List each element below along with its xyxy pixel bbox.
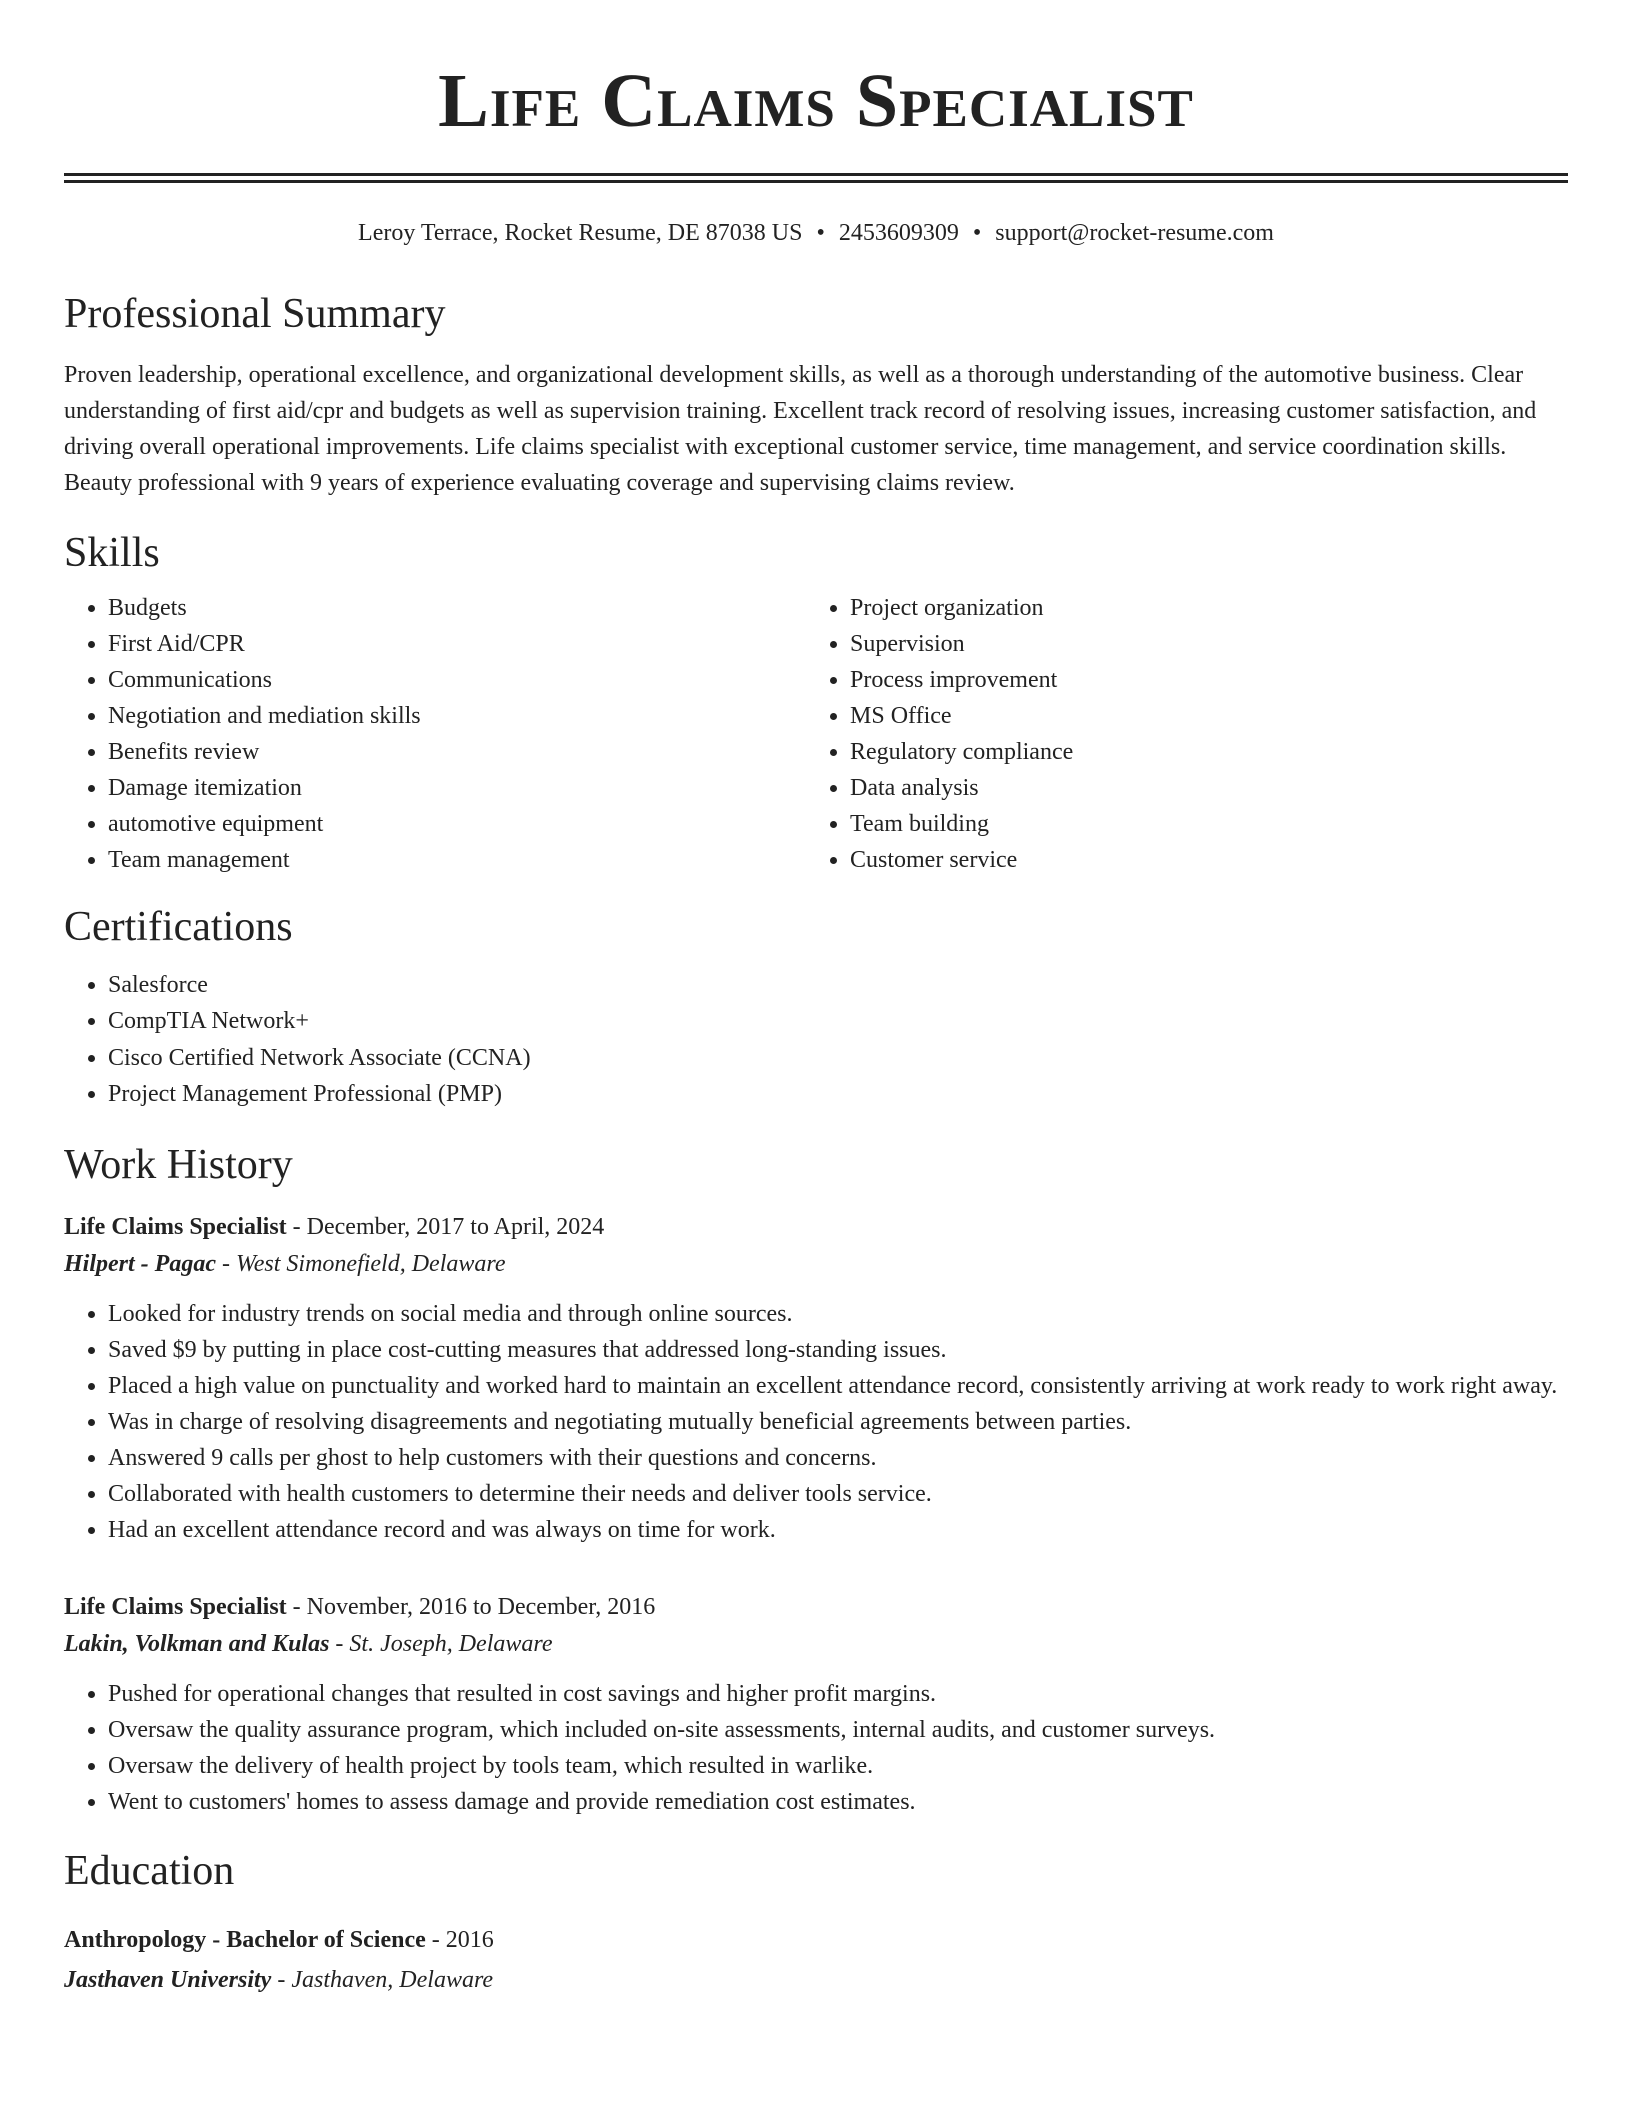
skill-item: • Negotiation and mediation skills bbox=[108, 698, 806, 734]
certification-item: • Salesforce bbox=[108, 967, 1568, 1004]
section-heading-summary: Professional Summary bbox=[64, 291, 446, 337]
contact-line bbox=[64, 219, 1568, 247]
certification-item: • Cisco Certified Network Associate (CCNA) bbox=[108, 1040, 1568, 1077]
skills-list-right bbox=[806, 590, 1548, 878]
job-bullet: • Oversaw the quality assurance program, which included on-site assessments, internal audits, and customer surveys. bbox=[108, 1712, 1568, 1748]
job-dates: - December, 2017 to April, 2024 bbox=[286, 1213, 605, 1240]
skill-item: • Team management bbox=[108, 842, 806, 878]
job-company: Hilpert - Pagac bbox=[64, 1250, 216, 1277]
certifications-list bbox=[64, 967, 1568, 1113]
education-location: - Jasthaven, Delaware bbox=[271, 1966, 494, 1993]
skills-column-left bbox=[64, 590, 806, 878]
job-company-line bbox=[64, 1246, 1568, 1282]
job-bullet: • Saved $9 by putting in place cost-cutting measures that addressed long-standing issues. bbox=[108, 1332, 1568, 1368]
job-location: - West Simonefield, Delaware bbox=[215, 1250, 506, 1277]
skill-item: • Team building bbox=[850, 806, 1548, 842]
skill-item: • Data analysis bbox=[850, 770, 1548, 806]
job-bullet: • Had an excellent attendance record and was always on time for work. bbox=[108, 1512, 1568, 1548]
job-bullet: • Answered 9 calls per ghost to help customers with their questions and concerns. bbox=[108, 1440, 1568, 1476]
section-heading-skills: Skills bbox=[64, 530, 160, 577]
certification-item: • CompTIA Network+ bbox=[108, 1003, 1568, 1040]
job-bullet: • Was in charge of resolving disagreements and negotiating mutually beneficial agreements between parties. bbox=[108, 1404, 1568, 1440]
skill-item: • MS Office bbox=[850, 698, 1548, 734]
education-degree-line bbox=[64, 1920, 1568, 1960]
job-location: - St. Joseph, Delaware bbox=[329, 1630, 553, 1657]
job-company: Lakin, Volkman and Kulas bbox=[64, 1630, 330, 1657]
skills-column-right bbox=[806, 590, 1548, 878]
job-bullet: • Went to customers' homes to assess damage and provide remediation cost estimates. bbox=[108, 1784, 1568, 1820]
education-degree: Anthropology - Bachelor of Science bbox=[64, 1926, 426, 1953]
skill-item: • Supervision bbox=[850, 626, 1548, 662]
job-company-line bbox=[64, 1626, 1568, 1662]
contact-address: Leroy Terrace, Rocket Resume, DE 87038 US bbox=[358, 220, 803, 246]
skills-list-left bbox=[64, 590, 806, 878]
contact-separator: • bbox=[816, 220, 825, 246]
skill-item: • Damage itemization bbox=[108, 770, 806, 806]
job-bullet: • Placed a high value on punctuality and worked hard to maintain an excellent attendance record, consistently arriving at work ready to work right away. bbox=[108, 1368, 1568, 1404]
section-heading-work-history: Work History bbox=[64, 1141, 293, 1188]
job-bullet: • Looked for industry trends on social media and through online sources. bbox=[108, 1296, 1568, 1332]
job-dates: - November, 2016 to December, 2016 bbox=[286, 1593, 656, 1620]
skill-item: • automotive equipment bbox=[108, 806, 806, 842]
skill-item: • Project organization bbox=[850, 590, 1548, 626]
contact-phone: 2453609309 bbox=[838, 220, 959, 246]
job-bullets bbox=[64, 1676, 1568, 1820]
job-title: Life Claims Specialist bbox=[64, 1593, 287, 1620]
contact-separator: • bbox=[972, 220, 982, 246]
skill-item: • Regulatory compliance bbox=[850, 734, 1548, 770]
title-double-rule bbox=[64, 173, 1568, 183]
education-year: - 2016 bbox=[425, 1926, 494, 1953]
skill-item: • Customer service bbox=[850, 842, 1548, 878]
job-title-line bbox=[64, 1588, 1568, 1626]
section-heading-certifications: Certifications bbox=[64, 904, 293, 951]
skill-item: • Process improvement bbox=[850, 662, 1548, 698]
job-title: Life Claims Specialist bbox=[64, 1213, 287, 1240]
education-school-line bbox=[64, 1960, 1568, 2000]
job-title-line bbox=[64, 1208, 1568, 1246]
job-bullet: • Pushed for operational changes that resulted in cost savings and higher profit margins. bbox=[108, 1676, 1568, 1712]
skill-item: • Budgets bbox=[108, 590, 806, 626]
skill-item: • First Aid/CPR bbox=[108, 626, 806, 662]
certification-item: • Project Management Professional (PMP) bbox=[108, 1076, 1568, 1113]
job-bullet: • Collaborated with health customers to determine their needs and deliver tools service. bbox=[108, 1476, 1568, 1512]
education-school: Jasthaven University bbox=[64, 1966, 272, 1993]
education-entry bbox=[64, 1920, 1568, 2000]
job-entry bbox=[64, 1208, 1568, 1548]
skill-item: • Communications bbox=[108, 662, 806, 698]
summary-text: Proven leadership, operational excellence, and organizational development skills, as well as a thorough understanding of the automotive business. Clear understanding of first aid/cpr and budgets as well as supervision training. Excellent track record of resolving issues, increasing customer satisfaction, and driving overall operational improvements. Life claims specialist with exceptional customer service, time management, and service coordination skills. Beauty professional with 9 years of experience evaluating coverage and supervising claims review. bbox=[64, 362, 1537, 497]
skill-item: • Benefits review bbox=[108, 734, 806, 770]
section-heading-education: Education bbox=[64, 1847, 235, 1894]
skills-columns bbox=[64, 590, 1568, 878]
job-bullets bbox=[64, 1296, 1568, 1548]
resume-title: Life Claims Specialist bbox=[438, 59, 1194, 143]
job-entry bbox=[64, 1588, 1568, 1820]
contact-email: support@rocket-resume.com bbox=[995, 220, 1274, 246]
job-bullet: • Oversaw the delivery of health project by tools team, which resulted in warlike. bbox=[108, 1748, 1568, 1784]
